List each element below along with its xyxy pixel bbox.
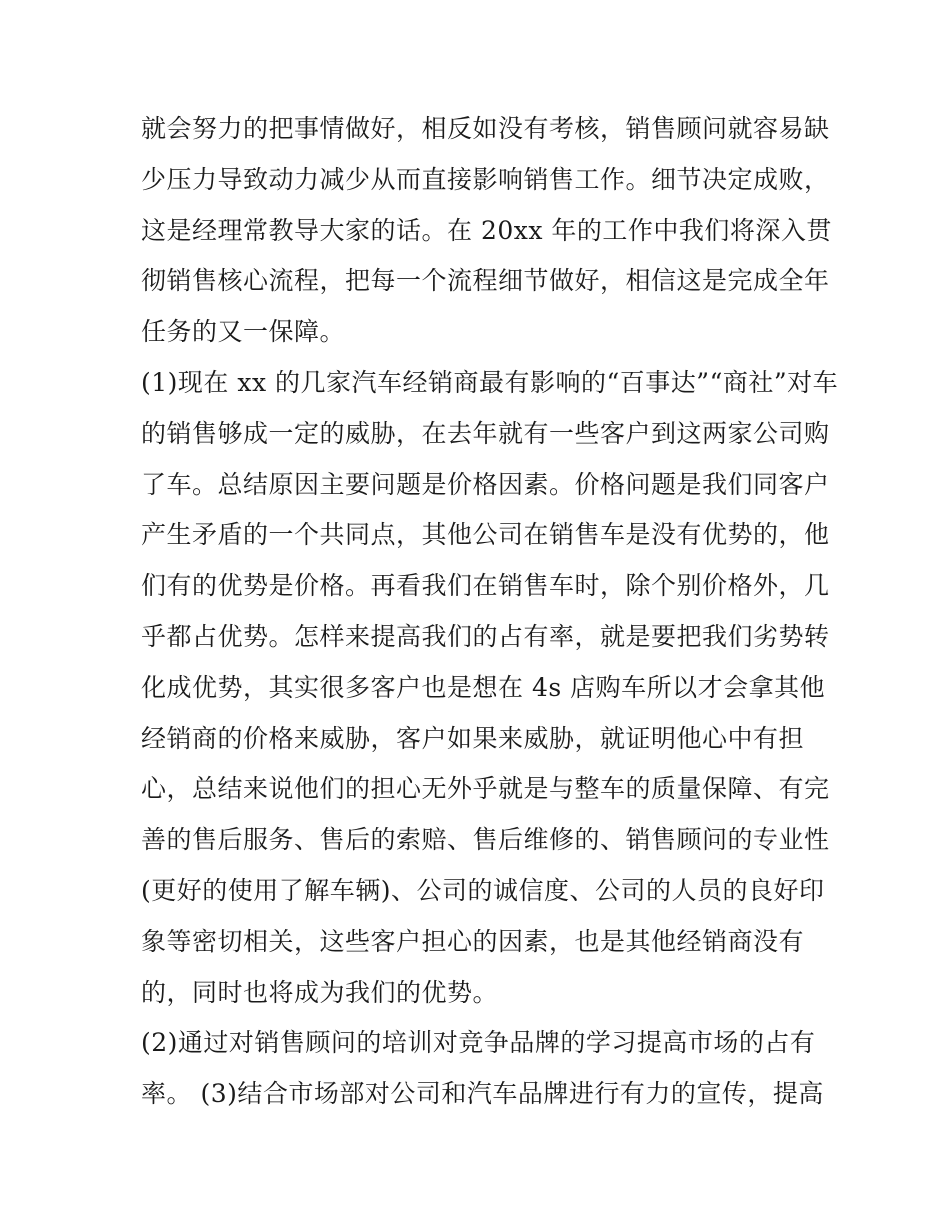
text-line: 善的售后服务、售后的索赔、售后维修的、销售顾问的专业性 [141,825,830,855]
text-line: 乎都占优势。怎样来提高我们的占有率，就是要把我们劣势转 [141,621,830,651]
text-line: 任务的又一保障。 [141,317,346,347]
text-line: 的，同时也将成为我们的优势。 [141,977,499,1007]
text-line: 了车。总结原因主要问题是价格因素。价格问题是我们同客户 [141,469,830,499]
text-line: (更好的使用了解车辆)、公司的诚信度、公司的人员的良好印 [141,875,825,905]
text-line: (2)通过对销售顾问的培训对竞争品牌的学习提高市场的占有 [141,1028,816,1058]
text-line: 化成优势，其实很多客户也是想在 4s 店购车所以才会拿其他 [141,672,826,702]
text-line: 产生矛盾的一个共同点，其他公司在销售车是没有优势的，他 [141,520,830,550]
body-text [141,104,839,1120]
text-line: (1)现在 xx 的几家汽车经销商最有影响的“百事达”“商社”对车 [141,367,839,397]
text-line: 象等密切相关，这些客户担心的因素，也是其他经销商没有 [141,926,805,956]
text-line: 率。 (3)结合市场部对公司和汽车品牌进行有力的宣传，提高 [141,1079,824,1109]
text-line: 就会努力的把事情做好，相反如没有考核，销售顾问就容易缺 [141,114,830,143]
text-line: 心，总结来说他们的担心无外乎就是与整车的质量保障、有完 [141,774,830,804]
text-line: 经销商的价格来威胁，客户如果来威胁，就证明他心中有担 [141,723,805,753]
text-line: 们有的优势是价格。再看我们在销售车时，除个别价格外，几 [141,571,830,601]
text-line: 这是经理常教导大家的话。在 20xx 年的工作中我们将深入贯 [141,215,832,245]
text-line: 的销售够成一定的威胁，在去年就有一些客户到这两家公司购 [141,418,830,448]
text-line: 少压力导致动力减少从而直接影响销售工作。细节决定成败， [141,164,830,194]
text-line: 彻销售核心流程，把每一个流程细节做好，相信这是完成全年 [141,266,830,296]
